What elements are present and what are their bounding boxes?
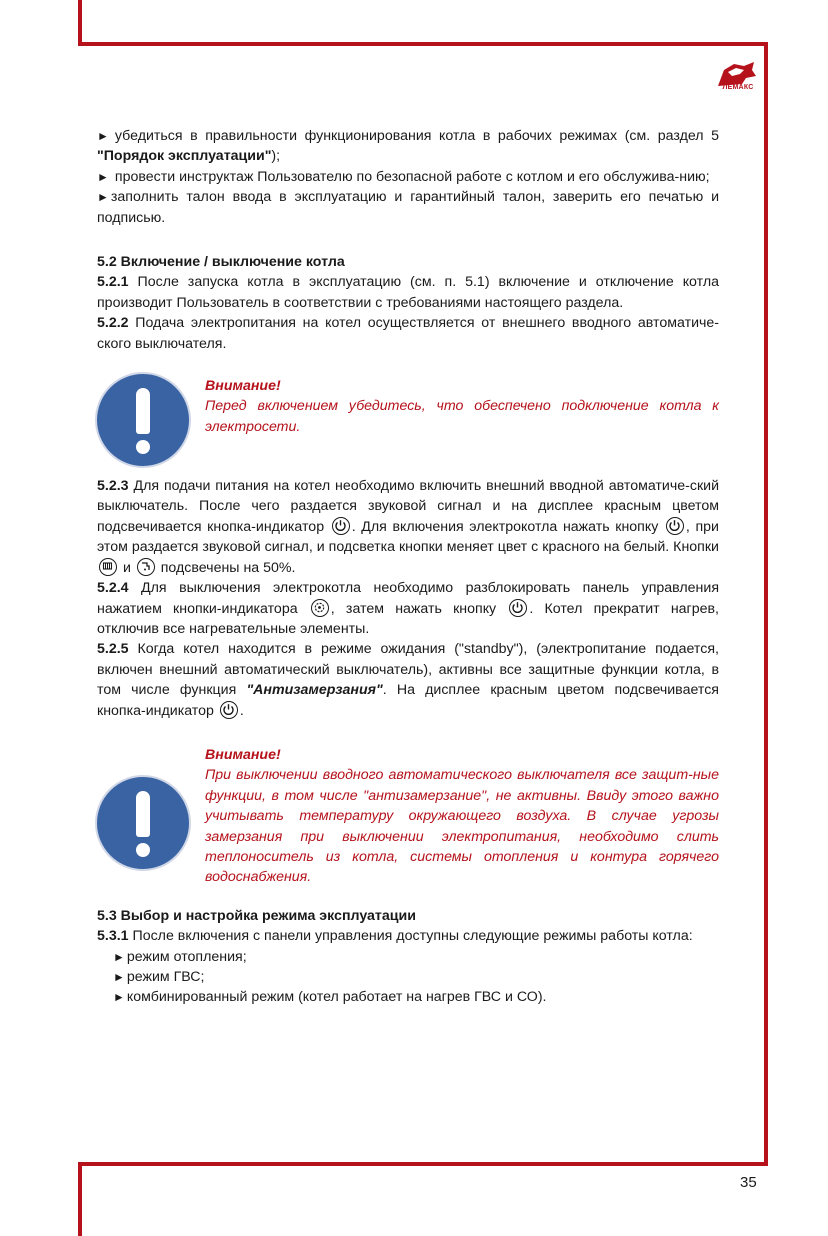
- paragraph-5-2-3: [97, 476, 719, 578]
- para-text: . Котел прекратит нагрев, отключив все нагревательные элементы.: [97, 600, 719, 637]
- bullet-text: заполнить талон ввода в эксплуатацию и гарантийный талон, заверить его печатью и подписью.: [97, 189, 719, 226]
- para-text: Для подачи питания на котел необходимо включить внешний вводной автоматиче-ский выключатель. После чего раздается звуковой сигнал и на дисплее красным цветом подсвечивается кнопка-индикатор: [97, 478, 719, 535]
- warning-text-1: [205, 376, 719, 437]
- para-text: , при этом раздается звуковой сигнал, и подсветка кнопки меняет цвет с красного на белый. Кнопки: [97, 518, 719, 556]
- heating-button-icon: [99, 558, 117, 576]
- power-button-icon: [332, 517, 350, 535]
- frame-right-vertical: [764, 42, 768, 1162]
- paragraph-5-2-5: [97, 639, 719, 721]
- frame-top-horizontal: [78, 42, 768, 46]
- para-text: , затем нажать кнопку: [330, 600, 508, 617]
- para-text: .: [239, 702, 244, 719]
- para-number: 5.2.2: [97, 315, 129, 332]
- para-text: После запуска котла в эксплуатацию (см. п. 5.1) включение и отключение котла производит Пользователь в соответствии с требованиями настоящего раздела.: [97, 274, 719, 311]
- warning-block-2: [97, 745, 719, 888]
- section-heading-5-3: 5.3 Выбор и настройка режима эксплуатации: [97, 907, 416, 924]
- power-button-icon: [220, 701, 238, 719]
- paragraph-5-3-1: [97, 926, 719, 946]
- bullet-suffix: );: [271, 148, 281, 165]
- bullet-bold-ref: "Порядок эксплуатации": [97, 148, 272, 165]
- hot-water-button-icon: [137, 558, 155, 576]
- bullet-arrow-icon: ►: [97, 129, 109, 143]
- frame-top-left-vertical: [78, 0, 82, 46]
- bullet-text: провести инструктаж Пользователю по безопасной работе с котлом и его обслужива-нию;: [114, 168, 710, 185]
- para-text: подсвечены на 50%.: [156, 559, 296, 576]
- warning-body: При выключении вводного автоматического выключателя все защит-ные функции, в том числе "антизамерзание", не активны. Ввиду этого важно учитывать температуру окружающего воздуха. В случае угрозы замерзания при выключении электропитания, необходимо слить теплоноситель из котла, системы отопления и контура горячего водоснабжения.: [205, 767, 719, 886]
- paragraph-5-2-2: [97, 313, 719, 354]
- power-button-icon: [509, 599, 527, 617]
- frame-bottom-horizontal: [78, 1162, 768, 1166]
- antifreeze-function-name: "Антизамерзания": [246, 682, 383, 699]
- paragraph-5-2-4: [97, 578, 719, 639]
- intro-bullet-1: [97, 126, 719, 167]
- bullet-arrow-icon: ►: [113, 990, 125, 1005]
- page-number: 35: [740, 1174, 757, 1191]
- paragraph-5-2-1: [97, 272, 719, 313]
- bullet-arrow-icon: ►: [97, 169, 109, 184]
- mode-item-combined: [97, 987, 719, 1007]
- bullet-text: убедиться в правильности функционирования котла в рабочих режимах (см. раздел 5: [114, 128, 719, 144]
- exclamation-warning-icon: [95, 372, 191, 468]
- warning-block-1: [97, 372, 719, 472]
- frame-bottom-left-vertical: [78, 1162, 82, 1236]
- page-content: [97, 126, 719, 1008]
- para-number: 5.3.1: [97, 928, 129, 945]
- warning-text-2: [205, 745, 719, 888]
- para-number: 5.2.3: [97, 478, 129, 495]
- mode-item-heating: [97, 947, 719, 967]
- para-number: 5.2.4: [97, 580, 129, 597]
- mode-item-dhw: [97, 967, 719, 987]
- intro-bullet-2: [97, 167, 719, 187]
- para-text: . Для включения электрокотла нажать кнопку: [351, 518, 664, 535]
- para-number: 5.2.1: [97, 274, 129, 291]
- warning-title: Внимание!: [205, 378, 281, 395]
- para-number: 5.2.5: [97, 641, 129, 658]
- power-button-icon: [666, 517, 684, 535]
- intro-bullet-3: [97, 187, 719, 228]
- warning-title: Внимание!: [205, 746, 281, 763]
- para-text: Подача электропитания на котел осуществляется от внешнего вводного автоматиче-ского выключателя.: [97, 315, 719, 352]
- mode-text: режим ГВС;: [126, 969, 205, 985]
- para-text: После включения с панели управления доступны следующие режимы работы котла:: [128, 928, 693, 945]
- exclamation-warning-icon: [95, 775, 191, 871]
- bullet-arrow-icon: ►: [113, 970, 125, 984]
- unlock-button-icon: [311, 599, 329, 617]
- section-heading-5-2: 5.2 Включение / выключение котла: [97, 254, 345, 271]
- mode-text: режим отопления;: [126, 948, 247, 965]
- para-text: Для выключения электрокотла необходимо разблокировать панель управления нажатием кнопки-индикатора: [97, 580, 719, 617]
- bullet-arrow-icon: ►: [113, 949, 125, 964]
- para-text: . На дисплее красным цветом подсвечивается кнопка-индикатор: [97, 682, 719, 719]
- logo-text: ЛЕМАКС: [722, 84, 754, 91]
- para-text: Когда котел находится в режиме ожидания ("standby"), (электропитание подается, включен внешний автоматический выключатель), активны все защитные функции котла, в том числе функция: [97, 641, 719, 699]
- para-text: и: [119, 559, 135, 576]
- warning-body: Перед включением убедитесь, что обеспечено подключение котла к электросети.: [205, 398, 719, 435]
- bullet-arrow-icon: ►: [97, 190, 109, 205]
- mode-text: комбинированный режим (котел работает на нагрев ГВС и СО).: [126, 989, 547, 1006]
